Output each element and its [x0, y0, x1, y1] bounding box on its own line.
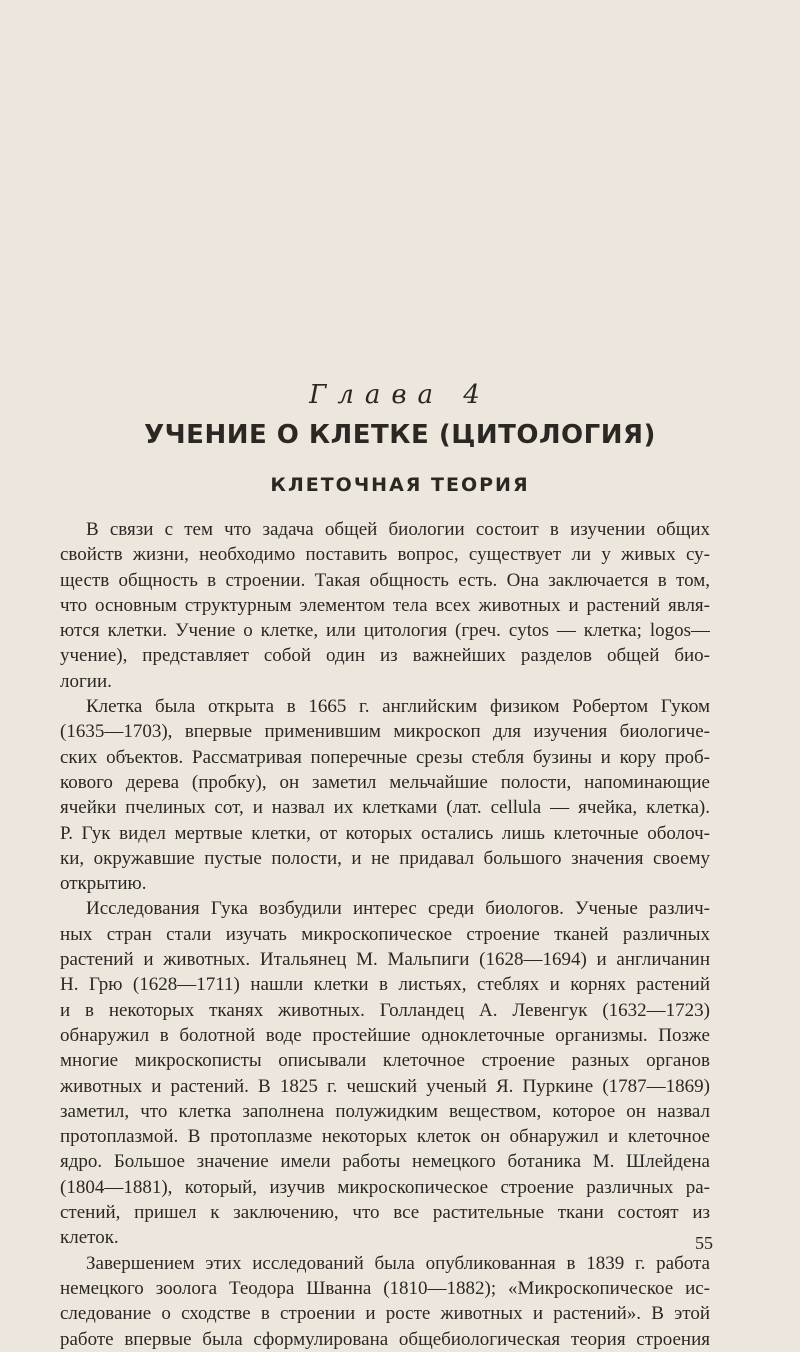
text-line: свойств жизни, необходимо поставить вопрос, существует ли у живых су- [60, 544, 710, 566]
text-line: работе впервые была сформулирована общебиологическая теория строения [60, 1328, 710, 1350]
text-line: логии. [60, 670, 112, 692]
chapter-title: УЧЕНИЕ О КЛЕТКЕ (ЦИТОЛОГИЯ) [144, 420, 656, 450]
text-line: ских объектов. Рассматривая поперечные срезы стебля бузины и кору проб- [60, 746, 710, 768]
text-line: следование о сходстве в строении и росте животных и растений». В этой [60, 1303, 710, 1325]
text-line: ки, окружавшие пустые полости, и не придавал большого значения своему [60, 847, 710, 869]
text-line: открытию. [60, 873, 147, 895]
text-line: В связи с тем что задача общей биологии состоит в изучении общих [86, 519, 710, 540]
text-line: Н. Грю (1628—1711) нашли клетки в листьях, стеблях и корнях растений [60, 974, 710, 996]
text-line: Клетка была открыта в 1665 г. английским физиком Робертом Гуком [86, 696, 710, 718]
text-line: Исследования Гука возбудили интерес среди биологов. Ученые различ- [86, 898, 710, 920]
text-line: ядро. Большое значение имели работы немецкого ботаника М. Шлейдена [60, 1151, 710, 1173]
chapter-label: Глава 4 [309, 380, 491, 410]
text-line: и в некоторых тканях животных. Голландец А. Левенгук (1632—1723) [60, 999, 710, 1021]
text-line: ячейки пчелиных сот, и назвал их клетками (лат. cellula — ячейка, клетка). [60, 797, 710, 819]
body-text [60, 517, 710, 1352]
page-number: 55 [695, 1233, 713, 1253]
text-line: (1804—1881), который, изучив микроскопическое строение различных ра- [60, 1176, 710, 1198]
text-line: заметил, что клетка заполнена полужидким веществом, которое он назвал [60, 1100, 710, 1122]
text-line: ществ общность в строении. Такая общность есть. Она заключается в том, [60, 569, 710, 591]
text-line: протоплазмой. В протоплазме некоторых клеток он обнаружил и клеточное [60, 1126, 710, 1148]
text-line: ных стран стали изучать микроскопическое строение тканей различных [60, 923, 710, 945]
text-line: учение), представляет собой один из важнейших разделов общей био- [60, 645, 710, 667]
text-line: что основным структурным элементом тела всех животных и растений явля- [60, 594, 710, 616]
text-line: Р. Гук видел мертвые клетки, от которых остались лишь клеточные оболоч- [60, 822, 710, 844]
text-line: ются клетки. Учение о клетке, или цитология (греч. cytos — клетка; logos— [60, 620, 710, 642]
section-title: КЛЕТОЧНАЯ ТЕОРИЯ [270, 474, 530, 496]
text-line: кового дерева (пробку), он заметил мельчайшие полости, напоминающие [60, 771, 710, 793]
text-line: растений и животных. Итальянец М. Мальпиги (1628—1694) и англичанин [60, 949, 710, 971]
text-line: многие микроскописты описывали клеточное строение разных органов [60, 1050, 710, 1072]
text-line: животных и растений. В 1825 г. чешский ученый Я. Пуркине (1787—1869) [60, 1075, 710, 1097]
text-line: обнаружил в болотной воде простейшие одноклеточные организмы. Позже [60, 1024, 710, 1046]
text-line: (1635—1703), впервые применившим микроскоп для изучения биологиче- [60, 721, 710, 743]
text-line: Завершением этих исследований была опубликованная в 1839 г. работа [86, 1252, 710, 1274]
text-line: стений, пришел к заключению, что все растительные ткани состоят из [60, 1202, 710, 1224]
text-line: немецкого зоолога Теодора Шванна (1810—1882); «Микроскопическое ис- [60, 1277, 710, 1299]
text-line: клеток. [60, 1227, 119, 1249]
